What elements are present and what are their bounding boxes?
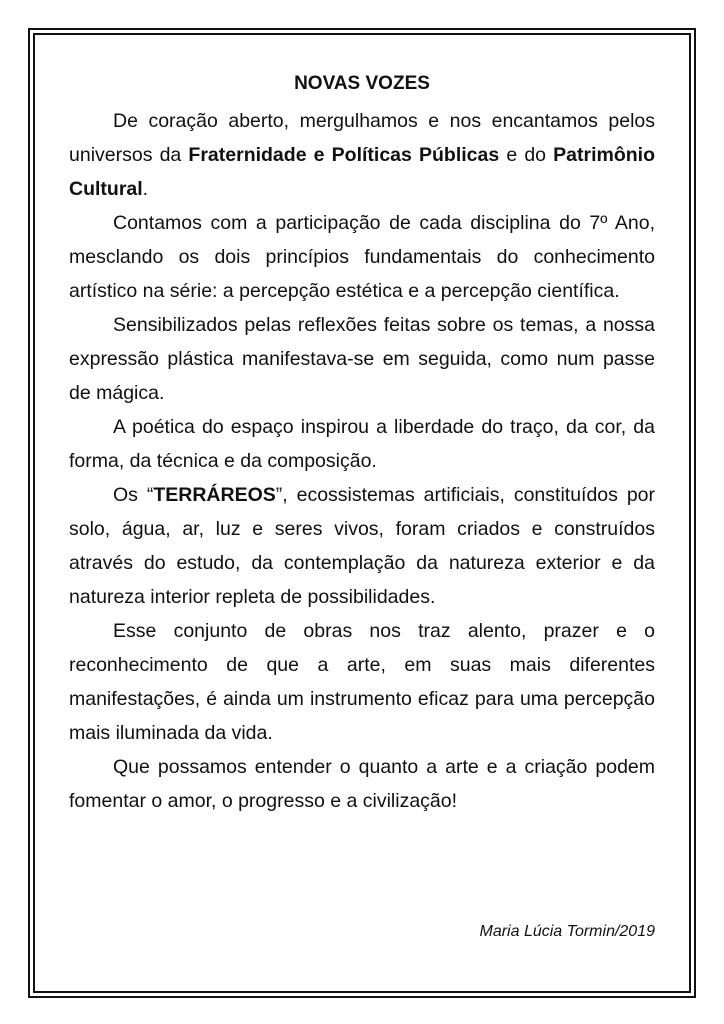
paragraph-1-text-d: . (142, 178, 149, 200)
paragraph-6: Esse conjunto de obras nos traz alento, prazer e o reconhecimento de que a arte, em suas mais diferentes manifestações, é ainda um instrumento eficaz para uma percepção mais iluminada da vida. (69, 620, 655, 744)
paragraph-4: A poética do espaço inspirou a liberdade do traço, da cor, da forma, da técnica e da composição. (69, 416, 655, 472)
paragraph-1-text-a: De coração aberto, mergulhamos e nos encantamos pelos universos da (69, 110, 655, 166)
paragraph-2: Contamos com a participação de cada disciplina do 7º Ano, mesclando os dois princípios fundamentais do conhecimento artístico na série: a percepção estética e a percepção científica. (69, 212, 655, 302)
paragraph-1-bold-patrimonio: Patrimônio Cultural (69, 144, 655, 200)
paragraph-1-text-c: e do (499, 144, 554, 166)
paragraph-1-bold-fraternidade: Fraternidade e Políticas Públicas (188, 144, 500, 166)
paragraph-7: Que possamos entender o quanto a arte e a criação podem fomentar o amor, o progresso e a civilização! (69, 756, 655, 812)
document-title: NOVAS VOZES (294, 73, 430, 94)
paragraph-1 (69, 104, 655, 206)
document-body (69, 70, 655, 818)
paragraph-3: Sensibilizados pelas reflexões feitas sobre os temas, a nossa expressão plástica manifestava-se em seguida, como num passe de mágica. (69, 314, 655, 404)
paragraph-5-bold-terrareos: TERRÁREOS (153, 484, 276, 506)
paragraph-5-text-a: Os “ (113, 484, 154, 506)
paragraph-5-text-c: ”, ecossistemas artificiais, constituídos por solo, água, ar, luz e seres vivos, foram criados e construídos através do estudo, da contemplação da natureza exterior e da natureza interior repleta de possibilidades. (69, 484, 655, 608)
signature: Maria Lúcia Tormin/2019 (479, 923, 655, 940)
paragraph-5 (69, 478, 655, 614)
